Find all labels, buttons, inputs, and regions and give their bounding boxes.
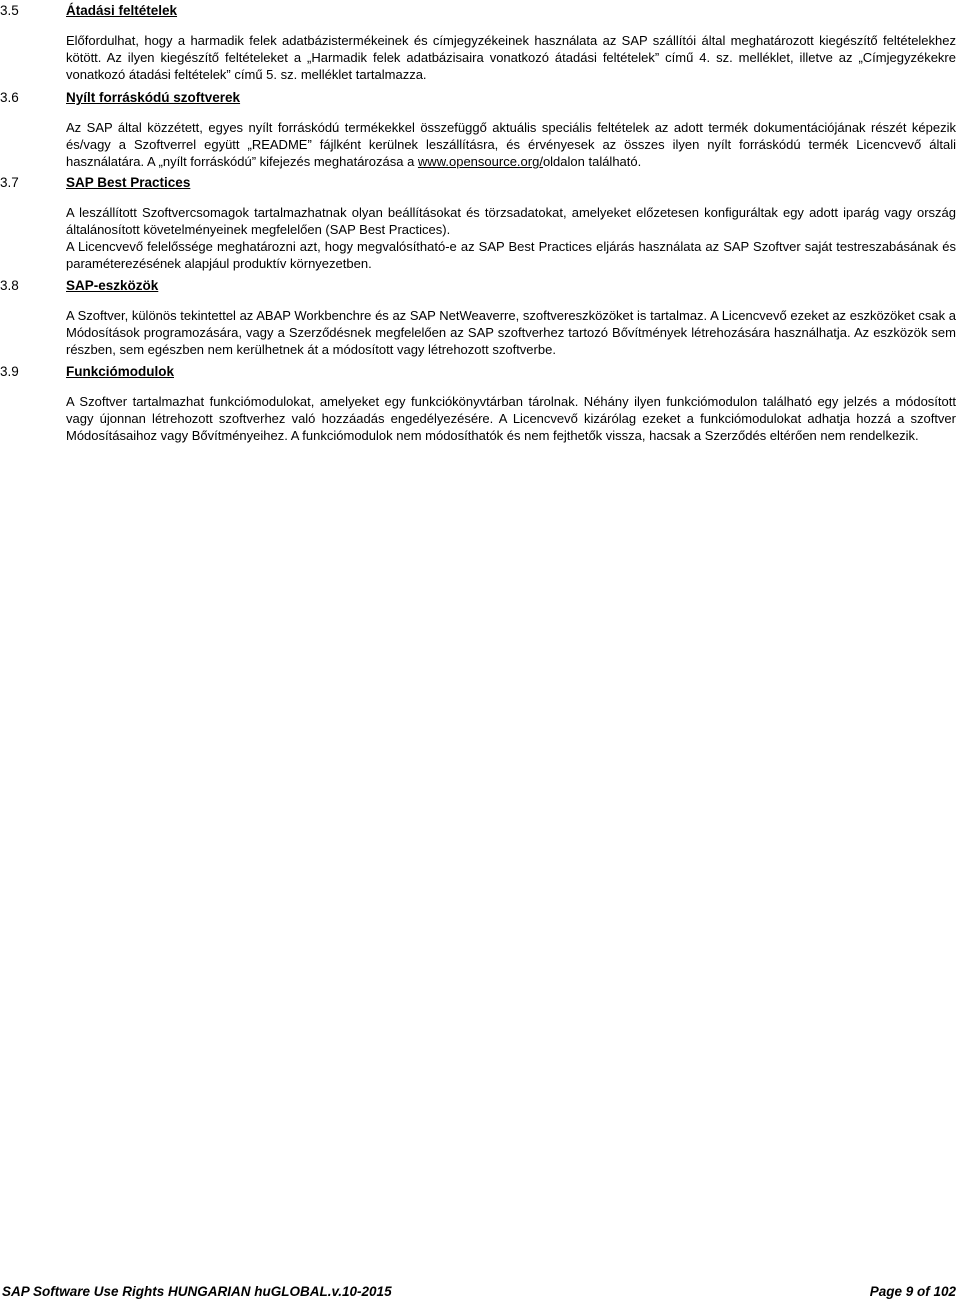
section-paragraph xyxy=(0,119,960,170)
section-3-9 xyxy=(0,363,960,444)
section-number: 3.7 xyxy=(0,175,19,190)
section-paragraph: Előfordulhat, hogy a harmadik felek adatbázistermékeinek és címjegyzékeinek használata az SAP szállítói által meghatározott kiegészítő feltételekhez kötött. Az ilyen kiegészítő feltételeket a „Harmadik felek adatbázisaira vonatkozó átadási feltételek” című 4. sz. melléklet, illetve az „Címjegyzékekre vonatkozó átadási feltételek” című 5. sz. melléklet tartalmazza. xyxy=(66,33,956,82)
section-heading xyxy=(0,2,960,20)
section-paragraph: A Szoftver tartalmazhat funkciómodulokat, amelyeket egy funkciókönyvtárban tárolnak. Néhány ilyen funkciómodulon található egy jelzés a módosított vagy újonnan létrehozott szoftverhez való hozzáadás engedélyezésére. A Licencvevő kizárólag ezeket a funkciómodulokat adhatja hozzá a szoftver Módosításaihoz vagy Bővítményeihez. A funkciómodulok nem módosíthatók és nem fejthetők vissza, hacsak a Szerződés eltérően nem rendelkezik. xyxy=(66,394,956,443)
section-paragraph: A Szoftver, különös tekintettel az ABAP Workbenchre és az SAP NetWeaverre, szoftvereszközöket is tartalmaz. A Licencvevő ezeket az eszközöket csak a Módosítások programozására, vagy a Szerződésnek megfelelően az SAP szoftverhez tartozó Bővítmények létrehozására használhatja. Az eszközök sem részben, sem egészben nem kerülhetnek át a módosított vagy létrehozott szoftverbe. xyxy=(66,308,956,357)
section-heading xyxy=(0,277,960,295)
paragraph-text: oldalon található. xyxy=(542,154,642,169)
paragraph-text: Az SAP által közzétett, egyes nyílt forráskódú termékekkel összefüggő aktuális speciális feltételek az adott termék dokumentációjának részét képezik és/vagy a Szoftverrel együtt „README” fájlként kerülnek leszállításra, és érvényesek az összes ilyen nyílt forráskódú termék Licencvevő általi használatára. A „nyílt forráskódú” kifejezés meghatározása a xyxy=(66,120,956,169)
section-title: SAP Best Practices xyxy=(66,175,191,190)
section-number: 3.6 xyxy=(0,90,19,105)
section-number: 3.5 xyxy=(0,3,19,18)
section-heading xyxy=(0,89,960,107)
section-title: SAP-eszközök xyxy=(66,278,159,293)
section-heading xyxy=(0,363,960,381)
section-number: 3.8 xyxy=(0,278,19,293)
opensource-link[interactable]: www.opensource.org/ xyxy=(417,154,543,169)
section-title: Nyílt forráskódú szoftverek xyxy=(66,90,241,105)
section-3-5 xyxy=(0,2,960,83)
section-3-6 xyxy=(0,89,960,170)
section-paragraph: A leszállított Szoftvercsomagok tartalmazhatnak olyan beállításokat és törzsadatokat, amelyeket előzetesen konfiguráltak egy adott iparág vagy ország általánosított követelményeinek megfelelően (SAP Best Practices). xyxy=(66,205,956,237)
section-title: Funkciómodulok xyxy=(66,364,174,379)
footer-page-number: Page 9 of 102 xyxy=(869,1284,956,1299)
section-paragraph: A Licencvevő felelőssége meghatározni azt, hogy megvalósítható-e az SAP Best Practices eljárás használata az SAP Szoftver saját testreszabásának és paraméterezésének alapjául produktív környezetben. xyxy=(66,239,956,271)
section-title: Átadási feltételek xyxy=(66,3,178,18)
section-3-8 xyxy=(0,277,960,358)
section-heading xyxy=(0,174,960,192)
page-footer xyxy=(0,1283,956,1301)
footer-document-id: SAP Software Use Rights HUNGARIAN huGLOBAL.v.10-2015 xyxy=(2,1284,392,1299)
section-number: 3.9 xyxy=(0,364,19,379)
section-3-7 xyxy=(0,174,960,272)
